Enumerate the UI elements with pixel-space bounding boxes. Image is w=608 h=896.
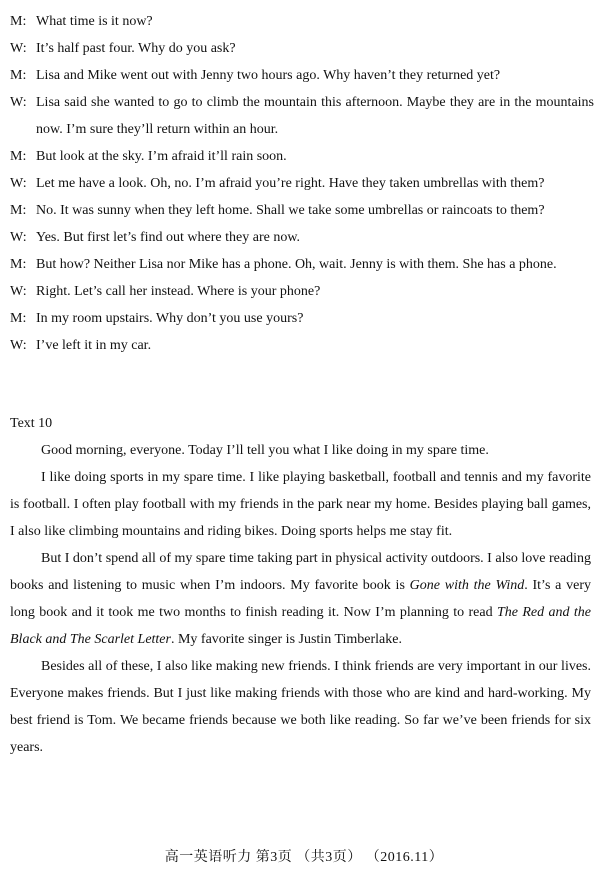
section-heading: Text 10	[10, 416, 53, 431]
dialogue-turn	[10, 170, 594, 197]
dialogue-turn	[10, 62, 594, 89]
paragraph-text: But I don’t spend all of my spare time taking part in physical activity outdoors. I also love reading books and listening to music when I’m indoors. My favorite book is	[10, 551, 591, 593]
speaker-label: W:	[10, 95, 27, 110]
paragraph-text: . My favorite singer is Justin Timberlake.	[170, 632, 402, 647]
book-title: The Red and the Black	[10, 605, 591, 647]
speaker-label: M:	[10, 203, 27, 218]
speaker-label: M:	[10, 149, 27, 164]
dialogue-turn	[10, 332, 594, 359]
dialogue-line: No. It was sunny when they left home. Shall we take some umbrellas or raincoats to them?	[36, 203, 545, 218]
speaker-label: W:	[10, 176, 27, 191]
paragraph-text: . It’s a very long book and it took me two months to finish reading it. Now I’m planning to read	[10, 578, 591, 620]
dialogue-line: Lisa said she wanted to go to climb the mountain this afternoon. Maybe they are in the mountains now. I’m sure they’ll return within an hour.	[36, 95, 594, 137]
dialogue-section	[10, 8, 594, 359]
dialogue-turn	[10, 35, 594, 62]
speaker-label: W:	[10, 230, 27, 245]
dialogue-line: What time is it now?	[36, 14, 153, 29]
dialogue-line: Right. Let’s call her instead. Where is your phone?	[36, 284, 321, 299]
speaker-label: W:	[10, 41, 27, 56]
dialogue-turn	[10, 89, 594, 143]
passage-section	[10, 437, 591, 761]
dialogue-turn	[10, 305, 594, 332]
dialogue-line: But how? Neither Lisa nor Mike has a phone. Oh, wait. Jenny is with them. She has a phone.	[36, 257, 557, 272]
speaker-label: M:	[10, 311, 27, 326]
dialogue-turn	[10, 143, 594, 170]
dialogue-line: It’s half past four. Why do you ask?	[36, 41, 236, 56]
page-footer: 高一英语听力 第3页 （共3页） （2016.11）	[164, 850, 444, 865]
book-title: The Scarlet Letter	[69, 632, 171, 647]
dialogue-line: Let me have a look. Oh, no. I’m afraid you’re right. Have they taken umbrellas with them?	[36, 176, 545, 191]
speaker-label: W:	[10, 338, 27, 353]
passage-paragraph-1: Good morning, everyone. Today I’ll tell you what I like doing in my spare time.	[41, 443, 489, 458]
passage-paragraph-2: I like doing sports in my spare time. I like playing basketball, football and tennis and my favorite is football. I often play football with my friends in the park near my home. Besides playing ball games, I also like climbing mountains and riding bikes. Doing sports helps me stay fit.	[10, 470, 591, 539]
dialogue-turn	[10, 197, 594, 224]
dialogue-line: Yes. But first let’s find out where they are now.	[36, 230, 301, 245]
dialogue-turn	[10, 224, 594, 251]
speaker-label: M:	[10, 68, 27, 83]
speaker-label: M:	[10, 257, 27, 272]
dialogue-line: I’ve left it in my car.	[36, 338, 152, 353]
passage-paragraph-3	[10, 545, 591, 653]
speaker-label: W:	[10, 284, 27, 299]
dialogue-turn	[10, 8, 594, 35]
dialogue-turn	[10, 278, 594, 305]
passage-paragraph-4: Besides all of these, I also like making new friends. I think friends are very important in our lives. Everyone makes friends. But I just like making friends with those who are kind and hard-working. My best friend is Tom. We became friends because we both like reading. So far we’ve been friends for six years.	[10, 659, 591, 755]
dialogue-line: Lisa and Mike went out with Jenny two hours ago. Why haven’t they returned yet?	[36, 68, 501, 83]
dialogue-line: In my room upstairs. Why don’t you use yours?	[36, 311, 304, 326]
dialogue-turn	[10, 251, 594, 278]
dialogue-line: But look at the sky. I’m afraid it’ll rain soon.	[36, 149, 287, 164]
paragraph-text: and	[41, 632, 70, 647]
book-title: Gone with the Wind	[409, 578, 525, 593]
speaker-label: M:	[10, 14, 27, 29]
